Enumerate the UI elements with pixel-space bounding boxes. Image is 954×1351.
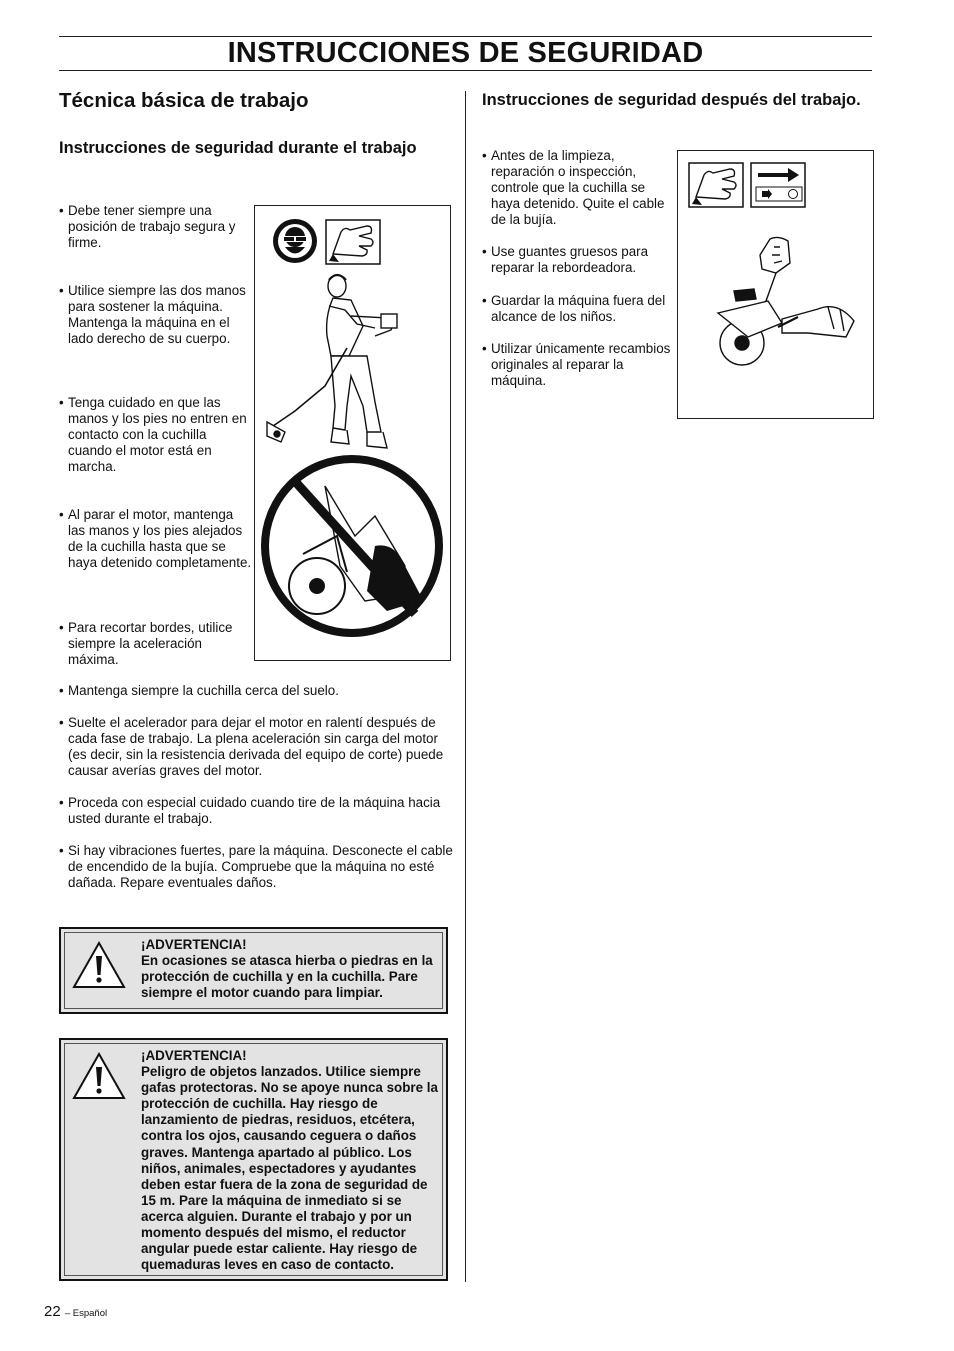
- warning-title: ¡ADVERTENCIA!: [141, 937, 247, 952]
- header-bottom-rule: [59, 70, 872, 71]
- list-item: • Antes de la limpieza, reparación o inspección, controle que la cuchilla se haya detenido. Quite el cable de la bujía.: [482, 148, 671, 228]
- footer-language: – Español: [64, 1308, 108, 1319]
- warning-body: Peligro de objetos lanzados. Utilice siempre gafas protectoras. No se apoye nunca sobre la protección de cuchilla. Hay riesgo de lanzamiento de piedras, residuos, etcétera, contra los ojos, causando ceguera o daños graves. Mantenga apartado al público. Los niños, animales, espectadores y ayudantes deben estar fuera de la zona de seguridad de 15 m. Pare la máquina de inmediato si se acerca alguien. Durante el trabajo y por un momento después del mismo, el reductor angular puede estar caliente. Hay riesgo de quemaduras leves en caso de contacto.: [141, 1064, 438, 1273]
- list-item: • Para recortar bordes, utilice siempre la aceleración máxima.: [59, 620, 254, 668]
- page-title: INSTRUCCIONES DE SEGURIDAD: [227, 37, 704, 69]
- warning-triangle-icon: [71, 1051, 127, 1101]
- warning-text: [141, 1048, 440, 1273]
- list-item: • Guardar la máquina fuera del alcance de los niños.: [482, 293, 671, 325]
- warning-box: [59, 927, 448, 1014]
- maintenance-illustration-box: [677, 150, 874, 419]
- glove-icon: [326, 220, 380, 264]
- subsection-heading-after-work: Instrucciones de seguridad después del trabajo.: [482, 91, 861, 109]
- list-item: • Tenga cuidado en que las manos y los pies no entren en contacto con la cuchilla cuando el motor está en marcha.: [59, 395, 254, 475]
- maintenance-illustration: [678, 151, 873, 418]
- page-number: 22: [44, 1303, 61, 1320]
- page-footer: [44, 1303, 107, 1320]
- operator-figure: [267, 275, 397, 448]
- list-item: • Mantenga siempre la cuchilla cerca del suelo.: [59, 683, 459, 699]
- list-item: • Suelte el acelerador para dejar el motor en ralentí después de cada fase de trabajo. La plena aceleración sin carga del motor (es decir, sin la resistencia derivada del equipo de corte) puede causar averías graves del motor.: [59, 715, 459, 779]
- list-item: • Utilizar únicamente recambios originales al reparar la máquina.: [482, 341, 671, 389]
- glove-icon: [689, 163, 743, 207]
- warning-title: ¡ADVERTENCIA!: [141, 1048, 247, 1063]
- column-divider: [465, 91, 466, 1282]
- section-heading: Técnica básica de trabajo: [59, 89, 309, 112]
- warning-text: [141, 937, 440, 1001]
- operator-illustration: [255, 206, 450, 660]
- warning-triangle-icon: [71, 940, 127, 990]
- list-item: • Debe tener siempre una posición de trabajo segura y firme.: [59, 203, 254, 251]
- list-item: • Al parar el motor, mantenga las manos y los pies alejados de la cuchilla hasta que se haya detenido completamente.: [59, 507, 254, 571]
- operator-illustration-box: [254, 205, 451, 661]
- stop-switch-icon: [751, 163, 805, 207]
- hands-cleaning-blade-figure: [718, 237, 854, 365]
- prohibition-icon: [265, 459, 439, 633]
- list-item: • Utilice siempre las dos manos para sostener la máquina. Mantenga la máquina en el lado derecho de su cuerpo.: [59, 283, 254, 347]
- subsection-heading-during-work: Instrucciones de seguridad durante el trabajo: [59, 139, 417, 157]
- list-item: • Use guantes gruesos para reparar la rebordeadora.: [482, 244, 671, 276]
- warning-body: En ocasiones se atasca hierba o piedras en la protección de cuchilla y en la cuchilla. Pare siempre el motor cuando para limpiar.: [141, 953, 433, 1001]
- list-item: • Si hay vibraciones fuertes, pare la máquina. Desconecte el cable de encendido de la bujía. Compruebe que la máquina no esté dañada. Repare eventuales daños.: [59, 843, 459, 891]
- protective-gear-icon: [273, 219, 317, 263]
- warning-box: [59, 1038, 448, 1281]
- list-item: • Proceda con especial cuidado cuando tire de la máquina hacia usted durante el trabajo.: [59, 795, 459, 827]
